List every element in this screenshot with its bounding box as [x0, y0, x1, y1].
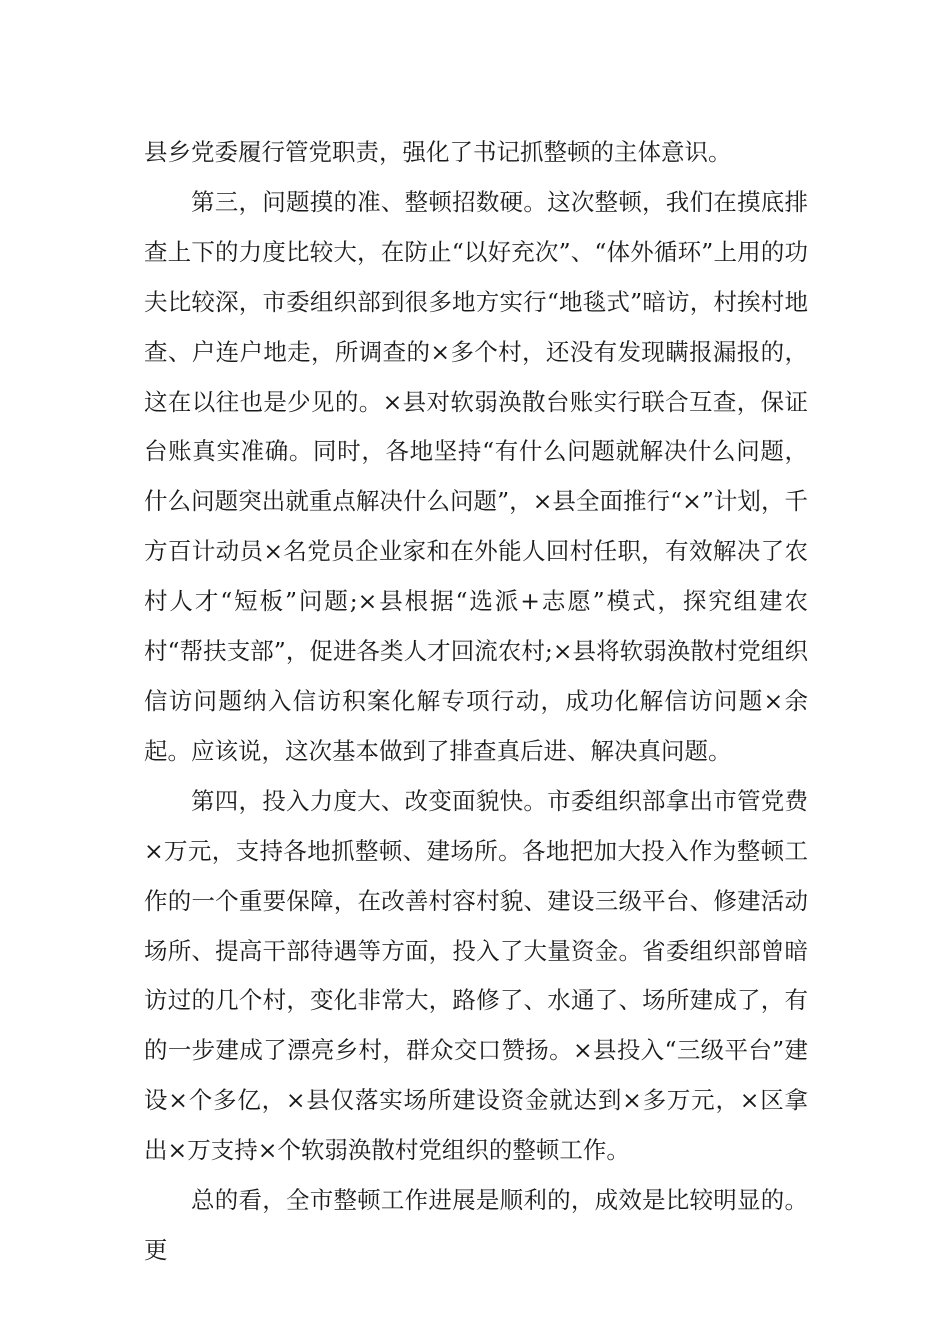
paragraph-continuation: 县乡党委履行管党职责，强化了书记抓整顿的主体意识。 — [144, 138, 732, 166]
document-body — [144, 128, 808, 1276]
paragraph-fourth-point: 第四，投入力度大、改变面貌快。市委组织部拿出市管党费×万元，支持各地抓整顿、建场所。各地把加大投入作为整顿工作的一个重要保障，在改善村容村貌、建设三级平台、修建活动场所、提高干部待遇等方面，投入了大量资金。省委组织部曾暗访过的几个村，变化非常大，路修了、水通了、场所建成了，有的一步建成了漂亮乡村，群众交口赞扬。×县投入“三级平台”建设×个多亿，×县仅落实场所建设资金就达到×多万元，×区拿出×万支持×个软弱涣散村党组织的整顿工作。 — [144, 786, 808, 1165]
paragraph-third-point: 第三，问题摸的准、整顿招数硬。这次整顿，我们在摸底排查上下的力度比较大，在防止“以好充次”、“体外循环”上用的功夫比较深，市委组织部到很多地方实行“地毯式”暗访，村挨村地查、户连户地走，所调查的×多个村，还没有发现瞒报漏报的，这在以往也是少见的。×县对软弱涣散台账实行联合互查，保证台账真实准确。同时，各地坚持“有什么问题就解决什么问题，什么问题突出就重点解决什么问题”，×县全面推行“×”计划，千方百计动员×名党员企业家和在外能人回村任职，有效解决了农村人才“短板”问题;×县根据“选派+志愿”模式，探究组建农村“帮扶支部”，促进各类人才回流农村;×县将软弱涣散村党组织信访问题纳入信访积案化解专项行动，成功化解信访问题×余起。应该说，这次基本做到了排查真后进、解决真问题。 — [144, 187, 808, 765]
paragraph-summary: 总的看，全市整顿工作进展是顺利的，成效是比较明显的。更 — [144, 1186, 808, 1264]
